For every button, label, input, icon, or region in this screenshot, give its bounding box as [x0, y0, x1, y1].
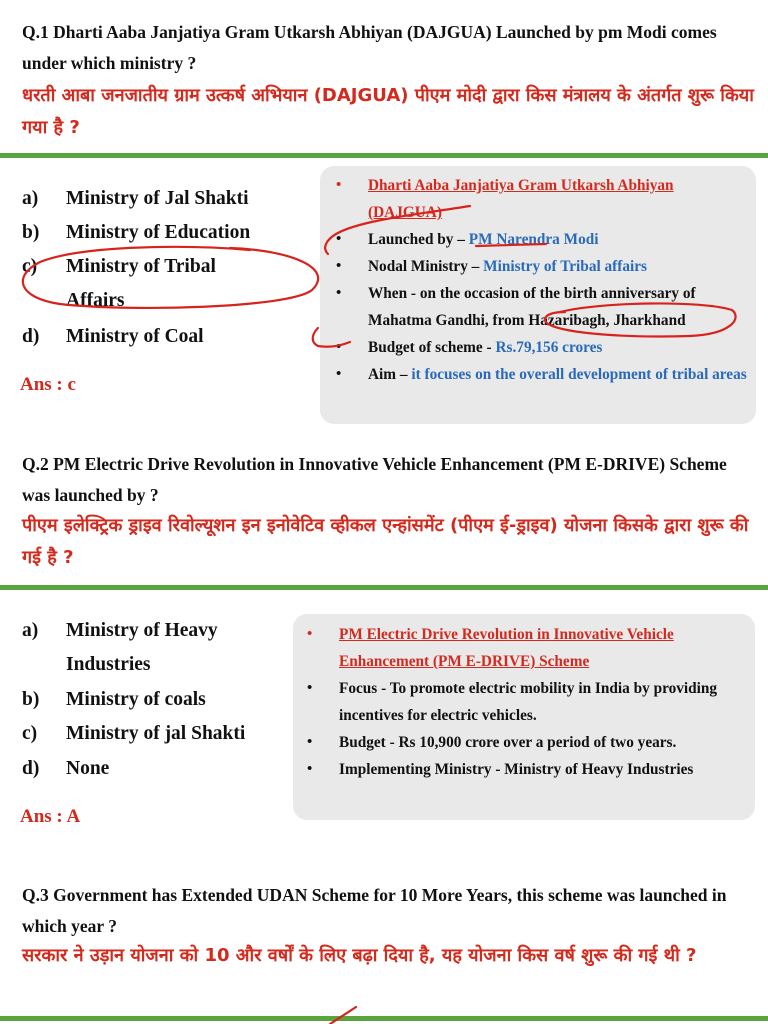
option-key: d)	[22, 758, 40, 779]
option-key: a)	[22, 188, 39, 209]
info-implementing-item	[307, 756, 739, 783]
bullet-icon: •	[336, 231, 342, 247]
info-text: Focus - To promote electric mobility in India by providing incentives for electric vehicles.	[339, 680, 718, 724]
info-budget-item	[307, 729, 739, 756]
info-title-item	[307, 621, 739, 675]
q2-option-a[interactable]	[22, 614, 256, 682]
option-key: c)	[22, 723, 38, 744]
info-focus-item	[307, 675, 739, 729]
option-text: Ministry of coals	[66, 689, 206, 710]
option-text: Ministry of Heavy Industries	[66, 620, 218, 675]
q2-question-hindi: पीएम इलेक्ट्रिक ड्राइव रिवोल्यूशन इन इनोवेटिव व्हीकल एन्हांसमेंट (पीएम ई-ड्राइव) योजना किसके द्वारा शुरू की गई है ?	[22, 515, 749, 568]
q1-option-a[interactable]	[22, 182, 276, 216]
section-divider	[0, 1016, 768, 1021]
bullet-icon: •	[307, 761, 313, 777]
q2-option-d[interactable]	[22, 752, 276, 786]
info-label: Budget of scheme -	[368, 339, 496, 356]
q2-option-b[interactable]	[22, 683, 276, 717]
info-title: Dharti Aaba Janjatiya Gram Utkarsh Abhiyan (DAJGUA)	[368, 177, 674, 221]
q1-question-english: Q.1 Dharti Aaba Janjatiya Gram Utkarsh Abhiyan (DAJGUA) Launched by pm Modi comes under which ministry ?	[22, 22, 717, 73]
info-value: it focuses on the overall development of tribal areas	[411, 366, 747, 383]
option-text: Ministry of Education	[66, 222, 251, 243]
bullet-icon: •	[336, 258, 342, 274]
option-text: Ministry of Tribal Affairs	[66, 256, 216, 311]
q1-option-b[interactable]	[22, 216, 276, 250]
q3-question-english: Q.3 Government has Extended UDAN Scheme for 10 More Years, this scheme was launched in which year ?	[22, 885, 727, 936]
bullet-icon: •	[307, 734, 313, 750]
option-text: Ministry of jal Shakti	[66, 723, 246, 744]
q2-answer: Ans : A	[20, 806, 81, 827]
option-key: b)	[22, 689, 40, 710]
info-title: PM Electric Drive Revolution in Innovative Vehicle Enhancement (PM E-DRIVE) Scheme	[339, 626, 674, 670]
info-label: Launched by –	[368, 231, 469, 248]
option-key: c)	[22, 256, 38, 277]
bullet-icon: •	[307, 626, 313, 642]
bullet-icon: •	[336, 366, 342, 382]
info-value: Ministry of Tribal affairs	[483, 258, 648, 275]
info-launched-item	[336, 226, 748, 253]
info-text: Implementing Ministry - Ministry of Heavy Industries	[339, 761, 694, 778]
info-nodal-item	[336, 253, 748, 280]
info-text: When - on the occasion of the birth anniversary of Mahatma Gandhi, from Hazaribagh, Jharkhand	[368, 285, 696, 329]
bullet-icon: •	[336, 339, 342, 355]
info-label: Aim –	[368, 366, 412, 383]
section-divider	[0, 585, 768, 590]
q2-option-c[interactable]	[22, 717, 276, 751]
info-aim-item	[336, 361, 748, 388]
q3-question-hindi: सरकार ने उड़ान योजना को 10 और वर्षों के लिए बढ़ा दिया है, यह योजना किस वर्ष शुरू की गई थी ?	[22, 945, 697, 966]
option-key: a)	[22, 620, 39, 641]
q1-answer: Ans : c	[20, 374, 76, 395]
option-key: d)	[22, 326, 40, 347]
info-label: Nodal Ministry –	[368, 258, 484, 275]
option-text: Ministry of Coal	[66, 326, 204, 347]
q1-option-d[interactable]	[22, 320, 276, 354]
info-title-item	[336, 172, 748, 226]
info-when-item	[336, 280, 748, 334]
q1-info-box	[320, 166, 756, 424]
q2-info-box	[293, 614, 755, 820]
option-text: Ministry of Jal Shakti	[66, 188, 249, 209]
info-value: Rs.79,156 crores	[495, 339, 603, 356]
info-text: Budget - Rs 10,900 crore over a period of two years.	[339, 734, 677, 751]
section-divider	[0, 153, 768, 158]
bullet-icon: •	[307, 680, 313, 696]
info-budget-item	[336, 334, 748, 361]
option-text: None	[66, 758, 110, 779]
q1-option-c[interactable]	[22, 250, 256, 318]
info-value: PM Narendra Modi	[468, 231, 599, 248]
bullet-icon: •	[336, 285, 342, 301]
option-key: b)	[22, 222, 40, 243]
q1-question-hindi: धरती आबा जनजातीय ग्राम उत्कर्ष अभियान (DAJGUA) पीएम मोदी द्वारा किस मंत्रालय के अंतर्गत शुरू किया गया है ?	[22, 85, 754, 138]
q2-question-english: Q.2 PM Electric Drive Revolution in Innovative Vehicle Enhancement (PM E-DRIVE) Scheme was launched by ?	[22, 454, 727, 505]
bullet-icon: •	[336, 177, 342, 193]
